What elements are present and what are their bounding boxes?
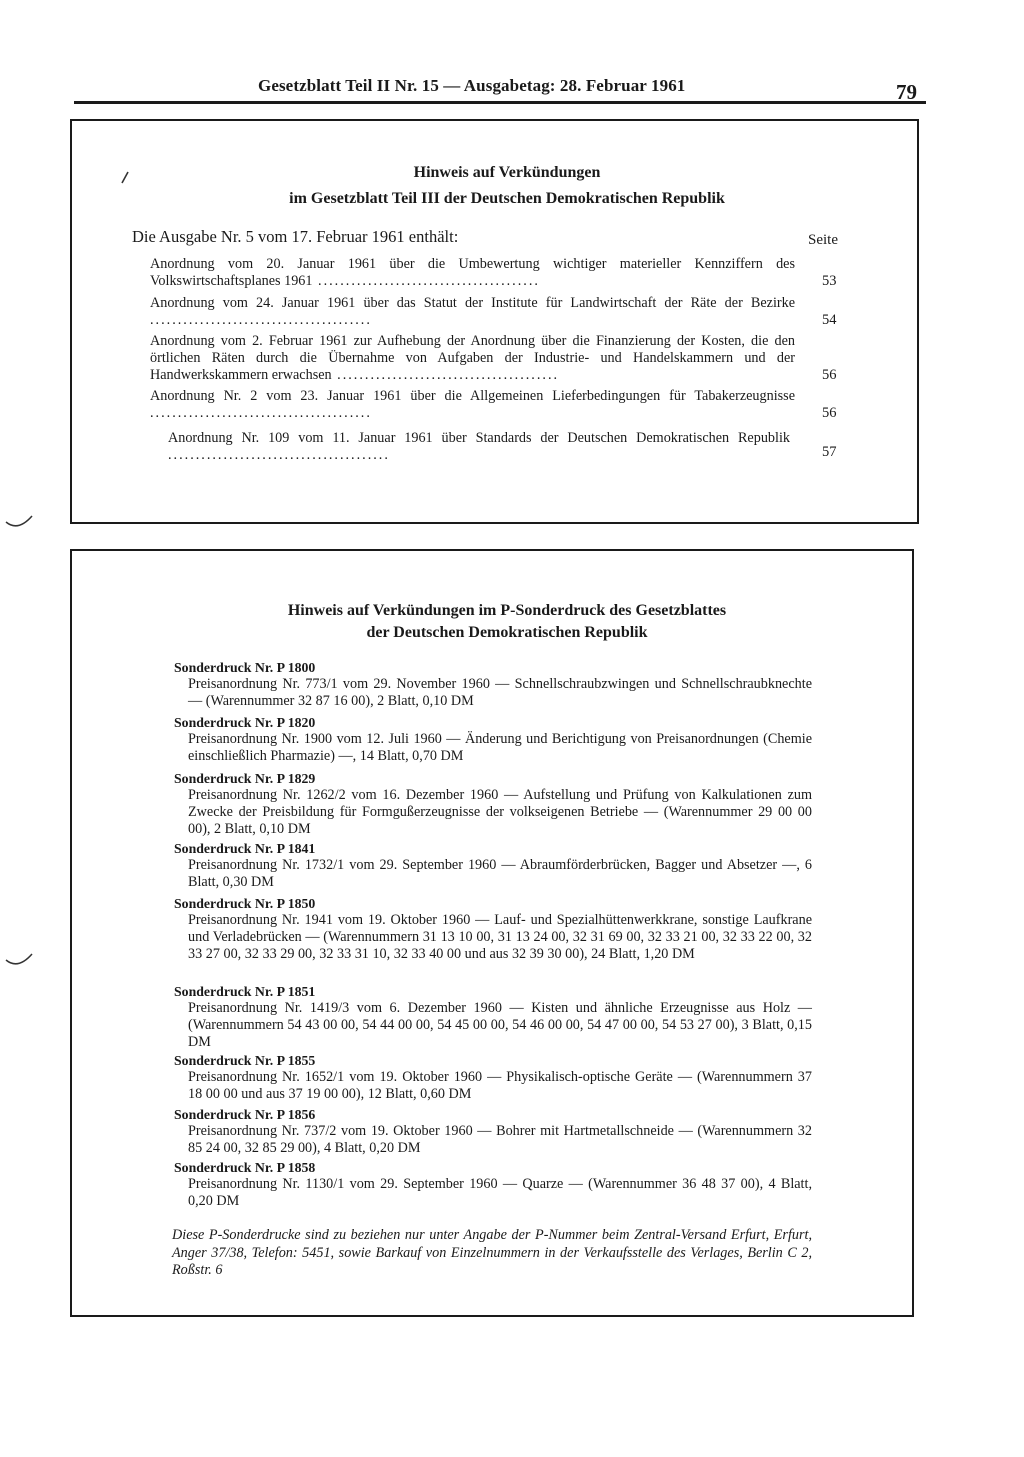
sonderdruck-number: Sonderdruck Nr. P 1800 bbox=[174, 660, 316, 675]
sonderdruck-item bbox=[174, 1159, 812, 1210]
seite-label: Seite bbox=[808, 232, 838, 248]
sonderdruck-description: Preisanordnung Nr. 1130/1 vom 29. September 1960 — Quarze — (Warennummer 36 48 37 00), 4 Blatt, 0,20 DM bbox=[188, 1176, 812, 1209]
sonderdruck-description: Preisanordnung Nr. 1732/1 vom 29. September 1960 — Abraumförderbrücken, Bagger und Absetzer —, 6 Blatt, 0,30 DM bbox=[188, 857, 812, 890]
margin-mark bbox=[0, 500, 40, 540]
sonderdruck-item bbox=[174, 983, 812, 1051]
teil3-title-line1: Hinweis auf Verkündungen bbox=[413, 164, 601, 181]
sonderdruck-number: Sonderdruck Nr. P 1855 bbox=[174, 1053, 316, 1068]
contents-entry-page: 54 bbox=[822, 312, 837, 328]
sonderdruck-description: Preisanordnung Nr. 1941 vom 19. Oktober 1960 — Lauf- und Spezialhüttenwerkkrane, sonstige Laufkrane und Verladebrücken — (Warennummern 31 13 10 00, 31 13 24 00, 32 31 69 00, 32 33 21 00, 32 33 22 00, 32 33 27 00, 32 33 29 00, 32 33 31 10, 32 33 40 00 und aus 32 39 30 00), 24 Blatt, 1,20 DM bbox=[188, 912, 812, 962]
sonderdruck-item bbox=[174, 840, 812, 891]
sonderdruck-item bbox=[174, 714, 812, 765]
psonder-title-line1: Hinweis auf Verkündungen im P-Sonderdruck des Gesetzblattes bbox=[287, 602, 727, 619]
margin-mark bbox=[118, 170, 132, 186]
sonderdruck-description: Preisanordnung Nr. 1419/3 vom 6. Dezember 1960 — Kisten und ähnliche Erzeugnisse aus Holz — (Warennummern 54 43 00 00, 54 44 00 00, 54 45 00 00, 54 46 00 00, 54 47 00 00, 54 53 27 00), 3 Blatt, 0,15 DM bbox=[188, 1000, 812, 1050]
contents-entry: Anordnung vom 2. Februar 1961 zur Aufhebung der Anordnung über die Finanzierung der Kosten, die den örtlichen Räten durch die Übernahme von Aufgaben der Industrie- und Handelskammern und der Handwerkskammern erwachsen ........................................ bbox=[150, 333, 795, 383]
margin-mark bbox=[0, 940, 40, 980]
dot-leader: ........................................ bbox=[168, 447, 390, 463]
sonderdruck-number: Sonderdruck Nr. P 1858 bbox=[174, 1160, 316, 1175]
sonderdruck-item bbox=[174, 1106, 812, 1157]
sonderdruck-description: Preisanordnung Nr. 737/2 vom 19. Oktober 1960 — Bohrer mit Hartmetallschneide — (Warennummern 32 85 24 00, 32 85 29 00), 4 Blatt, 0,20 DM bbox=[188, 1123, 812, 1156]
sonderdruck-number: Sonderdruck Nr. P 1820 bbox=[174, 715, 316, 730]
sonderdruck-item bbox=[174, 895, 812, 963]
contents-entry-page: 56 bbox=[822, 405, 837, 421]
sonderdruck-item bbox=[174, 659, 812, 710]
sonderdruck-number: Sonderdruck Nr. P 1850 bbox=[174, 896, 316, 911]
contents-entry-page: 56 bbox=[822, 367, 837, 383]
sonderdruck-number: Sonderdruck Nr. P 1851 bbox=[174, 984, 316, 999]
page-number: 79 bbox=[896, 80, 917, 104]
contents-entry: Anordnung vom 24. Januar 1961 über das Statut der Institute für Landwirtschaft der Räte der Bezirke ........................................ bbox=[150, 295, 795, 328]
sonderdruck-description: Preisanordnung Nr. 773/1 vom 29. November 1960 — Schnellschraubzwingen und Schnellschraubknechte — (Warennummer 32 87 16 00), 2 Blatt, 0,10 DM bbox=[188, 676, 812, 709]
sonderdruck-number: Sonderdruck Nr. P 1829 bbox=[174, 771, 316, 786]
sonderdruck-number: Sonderdruck Nr. P 1856 bbox=[174, 1107, 316, 1122]
contents-entry: Anordnung Nr. 109 vom 11. Januar 1961 über Standards der Deutschen Demokratischen Republik ........................................ bbox=[168, 430, 790, 463]
contents-entry-page: 57 bbox=[822, 444, 837, 460]
contents-entry: Anordnung Nr. 2 vom 23. Januar 1961 über die Allgemeinen Lieferbedingungen für Tabakerzeugnisse ........................................ bbox=[150, 388, 795, 421]
sonderdruck-description: Preisanordnung Nr. 1262/2 vom 16. Dezember 1960 — Aufstellung und Prüfung von Kalkulationen zum Zwecke der Preisbildung für Formgußerzeugnisse der volkseigenen Betriebe — (Warennummer 29 00 00 00), 2 Blatt, 0,10 DM bbox=[188, 787, 812, 837]
dot-leader: ........................................ bbox=[331, 367, 560, 383]
sonderdruck-description: Preisanordnung Nr. 1652/1 vom 19. Oktober 1960 — Physikalisch-optische Geräte — (Warennummern 37 18 00 00 und aus 37 19 00 00), 12 Blatt, 0,60 DM bbox=[188, 1069, 812, 1102]
sonderdruck-description: Preisanordnung Nr. 1900 vom 12. Juli 1960 — Änderung und Berichtigung von Preisanordnungen (Chemie einschließlich Pharmazie) —, 14 Blatt, 0,70 DM bbox=[188, 731, 812, 764]
contents-entry: Anordnung vom 20. Januar 1961 über die Umbewertung wichtiger materieller Kennziffern des Volkswirtschaftsplanes 1961 ........................................ bbox=[150, 256, 795, 289]
running-title: Gesetzblatt Teil II Nr. 15 — Ausgabetag: 28. Februar 1961 bbox=[258, 76, 686, 95]
sonderdruck-item bbox=[174, 1052, 812, 1103]
psonder-title-line2: der Deutschen Demokratischen Republik bbox=[366, 624, 648, 641]
contents-entry-page: 53 bbox=[822, 273, 837, 289]
header-rule bbox=[74, 101, 926, 104]
dot-leader: ........................................ bbox=[150, 405, 372, 421]
sonderdruck-item bbox=[174, 770, 812, 838]
dot-leader: ........................................ bbox=[150, 312, 372, 328]
ordering-note: Diese P-Sonderdrucke sind zu beziehen nur unter Angabe der P-Nummer beim Zentral-Versand Erfurt, Erfurt, Anger 37/38, Telefon: 5451, sowie Barkauf von Einzelnummern in der Verkaufsstelle des Verlages, Berlin C 2, Roßstr. 6 bbox=[172, 1227, 812, 1278]
dot-leader: ........................................ bbox=[312, 273, 540, 289]
teil3-title-line2: im Gesetzblatt Teil III der Deutschen Demokratischen Republik bbox=[289, 190, 725, 207]
sonderdruck-number: Sonderdruck Nr. P 1841 bbox=[174, 841, 316, 856]
issue-line: Die Ausgabe Nr. 5 vom 17. Februar 1961 enthält: bbox=[132, 227, 459, 246]
